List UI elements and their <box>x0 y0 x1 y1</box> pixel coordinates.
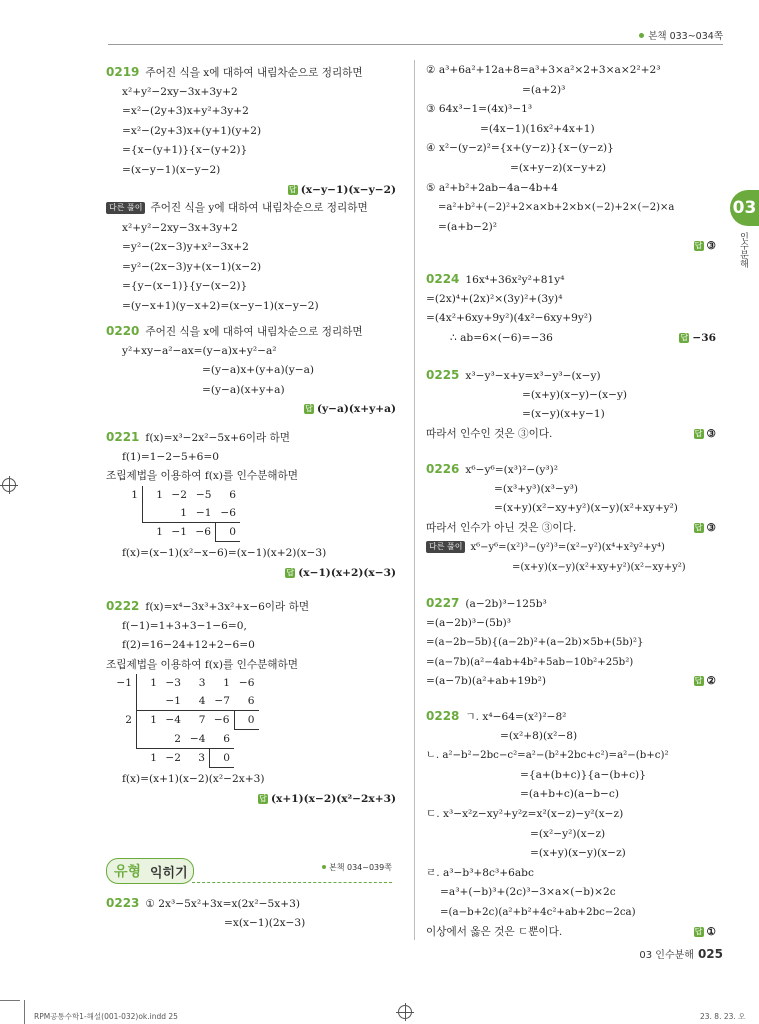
crop-mark <box>24 1000 25 1024</box>
solution-0228: 0228 ㄱ. x⁴−64=(x²)²−8² =(x²+8)(x²−8) ㄴ. a²−b²−2bc−c²=a²−(b²+2bc+c²)=a²−(b+c)² ={a+(b+c)}{a−(b+c)} =(a+b+c)(a−b−c) ㄷ. x³−x²z−xy²+y²z=x²(x−z)−y²(x−z) =(x²−y²)(x−z) =(x+y)(x−y)(x−z) ㄹ. a³−b³+8c³+6abc =a³+(−b)³+(2c)³−3×a×(−b)×2c =(a−b+2c)(a²+b²+4c²+ab+2bc−2ca) 이상에서 옳은 것은 ㄷ뿐이다. 답 ① <box>426 707 716 942</box>
answer-mark-icon: 답 <box>694 241 703 251</box>
answer-mark-icon: 답 <box>694 926 703 936</box>
solution-0223: 0223 ① 2x³−5x²+3x=x(2x²−5x+3) =x(x−1)(2x−3) <box>106 896 306 929</box>
answer-mark-icon: 답 <box>288 184 297 194</box>
solution-0219-alternative: 다른 풀이 주어진 식을 y에 대하여 내림차순으로 정리하면 x²+y²−2xy−3x+3y+2 =y²−(2x−3)y+x²−3x+2 =y²−(2x−3)y+(x−1)(x−2) ={y−(x−1)}{y−(x−2)} =(y−x+1)(y−x+2)=(x−y−1)(x−y−2) <box>106 199 396 317</box>
answer: 답 −36 <box>680 331 716 344</box>
problem-number: 0223 <box>106 896 140 910</box>
page-footer: 03 인수분해 025 <box>639 947 723 961</box>
alt-solution-tag: 다른 풀이 <box>106 202 145 214</box>
answer: 답 (x+1)(x−2)(x²−2x+3) <box>259 792 396 805</box>
header-rule <box>108 44 723 45</box>
problem-number: 0227 <box>426 596 460 610</box>
bullet-icon <box>639 33 644 38</box>
print-date-info: 23. 8. 23. 오 <box>700 1012 746 1021</box>
problem-number: 0220 <box>106 324 140 338</box>
registration-mark-icon <box>398 1005 412 1019</box>
solution-0227: 0227 (a−2b)³−125b³ =(a−2b)³−(5b)³ =(a−2b−5b){(a−2b)²+(a−2b)×5b+(5b)²} =(a−7b)(a²−4ab+4b²+5ab−10b²+25b²) =(a−7b)(a²+ab+19b²) 답 ② <box>426 594 716 692</box>
solution-0220: 0220 주어진 식을 x에 대하여 내림차순으로 정리하면 y²+xy−a²−ax=(y−a)x+y²−a² =(y−a)x+(y+a)(y−a) =(y−a)(x+y+a) 답 (y−a)(x+y+a) <box>106 322 396 420</box>
problem-number: 0221 <box>106 430 140 444</box>
problem-number: 0225 <box>426 368 460 382</box>
crop-mark <box>0 1000 20 1001</box>
answer-mark-icon: 답 <box>259 793 267 803</box>
section-rule <box>192 882 392 883</box>
answer: 답 ③ <box>694 427 716 440</box>
registration-mark-icon <box>2 478 16 492</box>
problem-number: 0219 <box>106 65 140 79</box>
answer: 답 ② <box>694 675 716 688</box>
solution-0223-continued: ② a³+6a²+12a+8=a³+3×a²×2+3×a×2²+2³ =(a+2)³ ③ 64x³−1=(4x)³−1³ =(4x−1)(16x²+4x+1) ④ x²−(y−z)²={x+(y−z)}{x−(y−z)} =(x+y−z)(x−y+z) ⑤ a²+b²+2ab−4a−4b+4 =a²+b²+(−2)²+2×a×b+2×b×(−2)+2×(−2)×a =(a+b−2)² 답 ③ <box>426 61 716 257</box>
print-file-info: RPM공통수학1-해설(001-032)ok.indd 25 <box>34 1012 178 1021</box>
answer-mark-icon: 답 <box>694 522 703 532</box>
solution-0224: 0224 16x⁴+36x²y²+81y⁴ =(2x)⁴+(2x)²×(3y)²+(3y)⁴ =(4x²+6xy+9y²)(4x²−6xy+9y²) ∴ ab=6×(−6)=−36 답 −36 <box>426 270 716 348</box>
answer-mark-icon: 답 <box>694 676 703 686</box>
solution-0225: 0225 x³−y³−x+y=x³−y³−(x−y) =(x+y)(x−y)−(x−y) =(x−y)(x+y−1) 따라서 인수인 것은 ③이다. 답 ③ <box>426 366 716 444</box>
answer: 답 (y−a)(x+y+a) <box>305 403 396 416</box>
solution-0222: 0222 f(x)=x⁴−3x³+3x²+x−6이라 하면 f(−1)=1+3+3−1−6=0, f(2)=16−24+12+2−6=0 조립제법을 이용하여 f(x)를 인수분해하면 <box>106 599 310 671</box>
solution-0226: 0226 x⁶−y⁶=(x³)²−(y³)² =(x³+y³)(x³−y³) =(x+y)(x²−xy+y²)(x−y)(x²+xy+y²) 따라서 인수가 아닌 것은 ③이다. 답 ③ 다른 풀이 x⁶−y⁶=(x²)³−(y²)³=(x²−y²)(x⁴+x²y²+y⁴) =(x+y)(x−y)(x²+xy+y²)(x²−xy+y²) <box>426 462 716 573</box>
solution-0221-result: f(x)=(x−1)(x²−x−6)=(x−1)(x+2)(x−3) 답 (x−1)(x+2)(x−3) <box>106 544 396 583</box>
solution-0221: 0221 f(x)=x³−2x²−5x+6이라 하면 f(1)=1−2−5+6=0 조립제법을 이용하여 f(x)를 인수분해하면 <box>106 430 298 483</box>
solution-0222-result: f(x)=(x+1)(x−2)(x²−2x+3) 답 (x+1)(x−2)(x²−2x+3) <box>106 770 396 809</box>
answer-mark-icon: 답 <box>694 428 703 438</box>
problem-number: 0228 <box>426 709 460 723</box>
column-divider <box>414 60 415 940</box>
answer: 답 (x−y−1)(x−y−2) <box>288 183 396 196</box>
bullet-icon <box>322 865 326 869</box>
alt-solution-tag: 다른 풀이 <box>426 541 465 553</box>
chapter-tab-title: 인수분해 <box>738 232 748 268</box>
answer: 답 (x−1)(x+2)(x−3) <box>286 566 396 579</box>
synthetic-division-0221: 1 1 −2 −5 6 1 −1 −6 1 −1 −6 0 <box>118 486 240 542</box>
synthetic-division-0222: −1 1 −3 3 1 −6 −1 4 −7 6 2 1 −4 7 −6 0 2 −4 6 1 −2 3 0 <box>112 674 259 768</box>
page-number: 025 <box>697 947 723 961</box>
section-page-reference: 본책 034~039쪽 <box>322 862 392 873</box>
answer: 답 ③ <box>694 240 716 253</box>
problem-number: 0226 <box>426 462 460 476</box>
problem-number: 0222 <box>106 599 140 613</box>
section-badge: 유형 익히기 <box>106 858 192 882</box>
header-page-reference: 본책 033~034쪽 <box>639 28 723 42</box>
chapter-tab: 03 <box>730 190 759 226</box>
answer: 답 ① <box>694 925 716 938</box>
solution-0219: 0219 주어진 식을 x에 대하여 내림차순으로 정리하면 x²+y²−2xy−3x+3y+2 =x²−(2y+3)x+y²+3y+2 =x²−(2y+3)x+(y+1)(y+2) ={x−(y+1)}{x−(y+2)} =(x−y−1)(x−y−2) 답 (x−y−1)(x−y−2) <box>106 63 396 200</box>
answer: 답 ③ <box>694 521 716 534</box>
problem-number: 0224 <box>426 272 460 286</box>
answer-mark-icon: 답 <box>680 332 689 342</box>
answer-mark-icon: 답 <box>305 404 313 414</box>
answer-mark-icon: 답 <box>286 567 295 577</box>
